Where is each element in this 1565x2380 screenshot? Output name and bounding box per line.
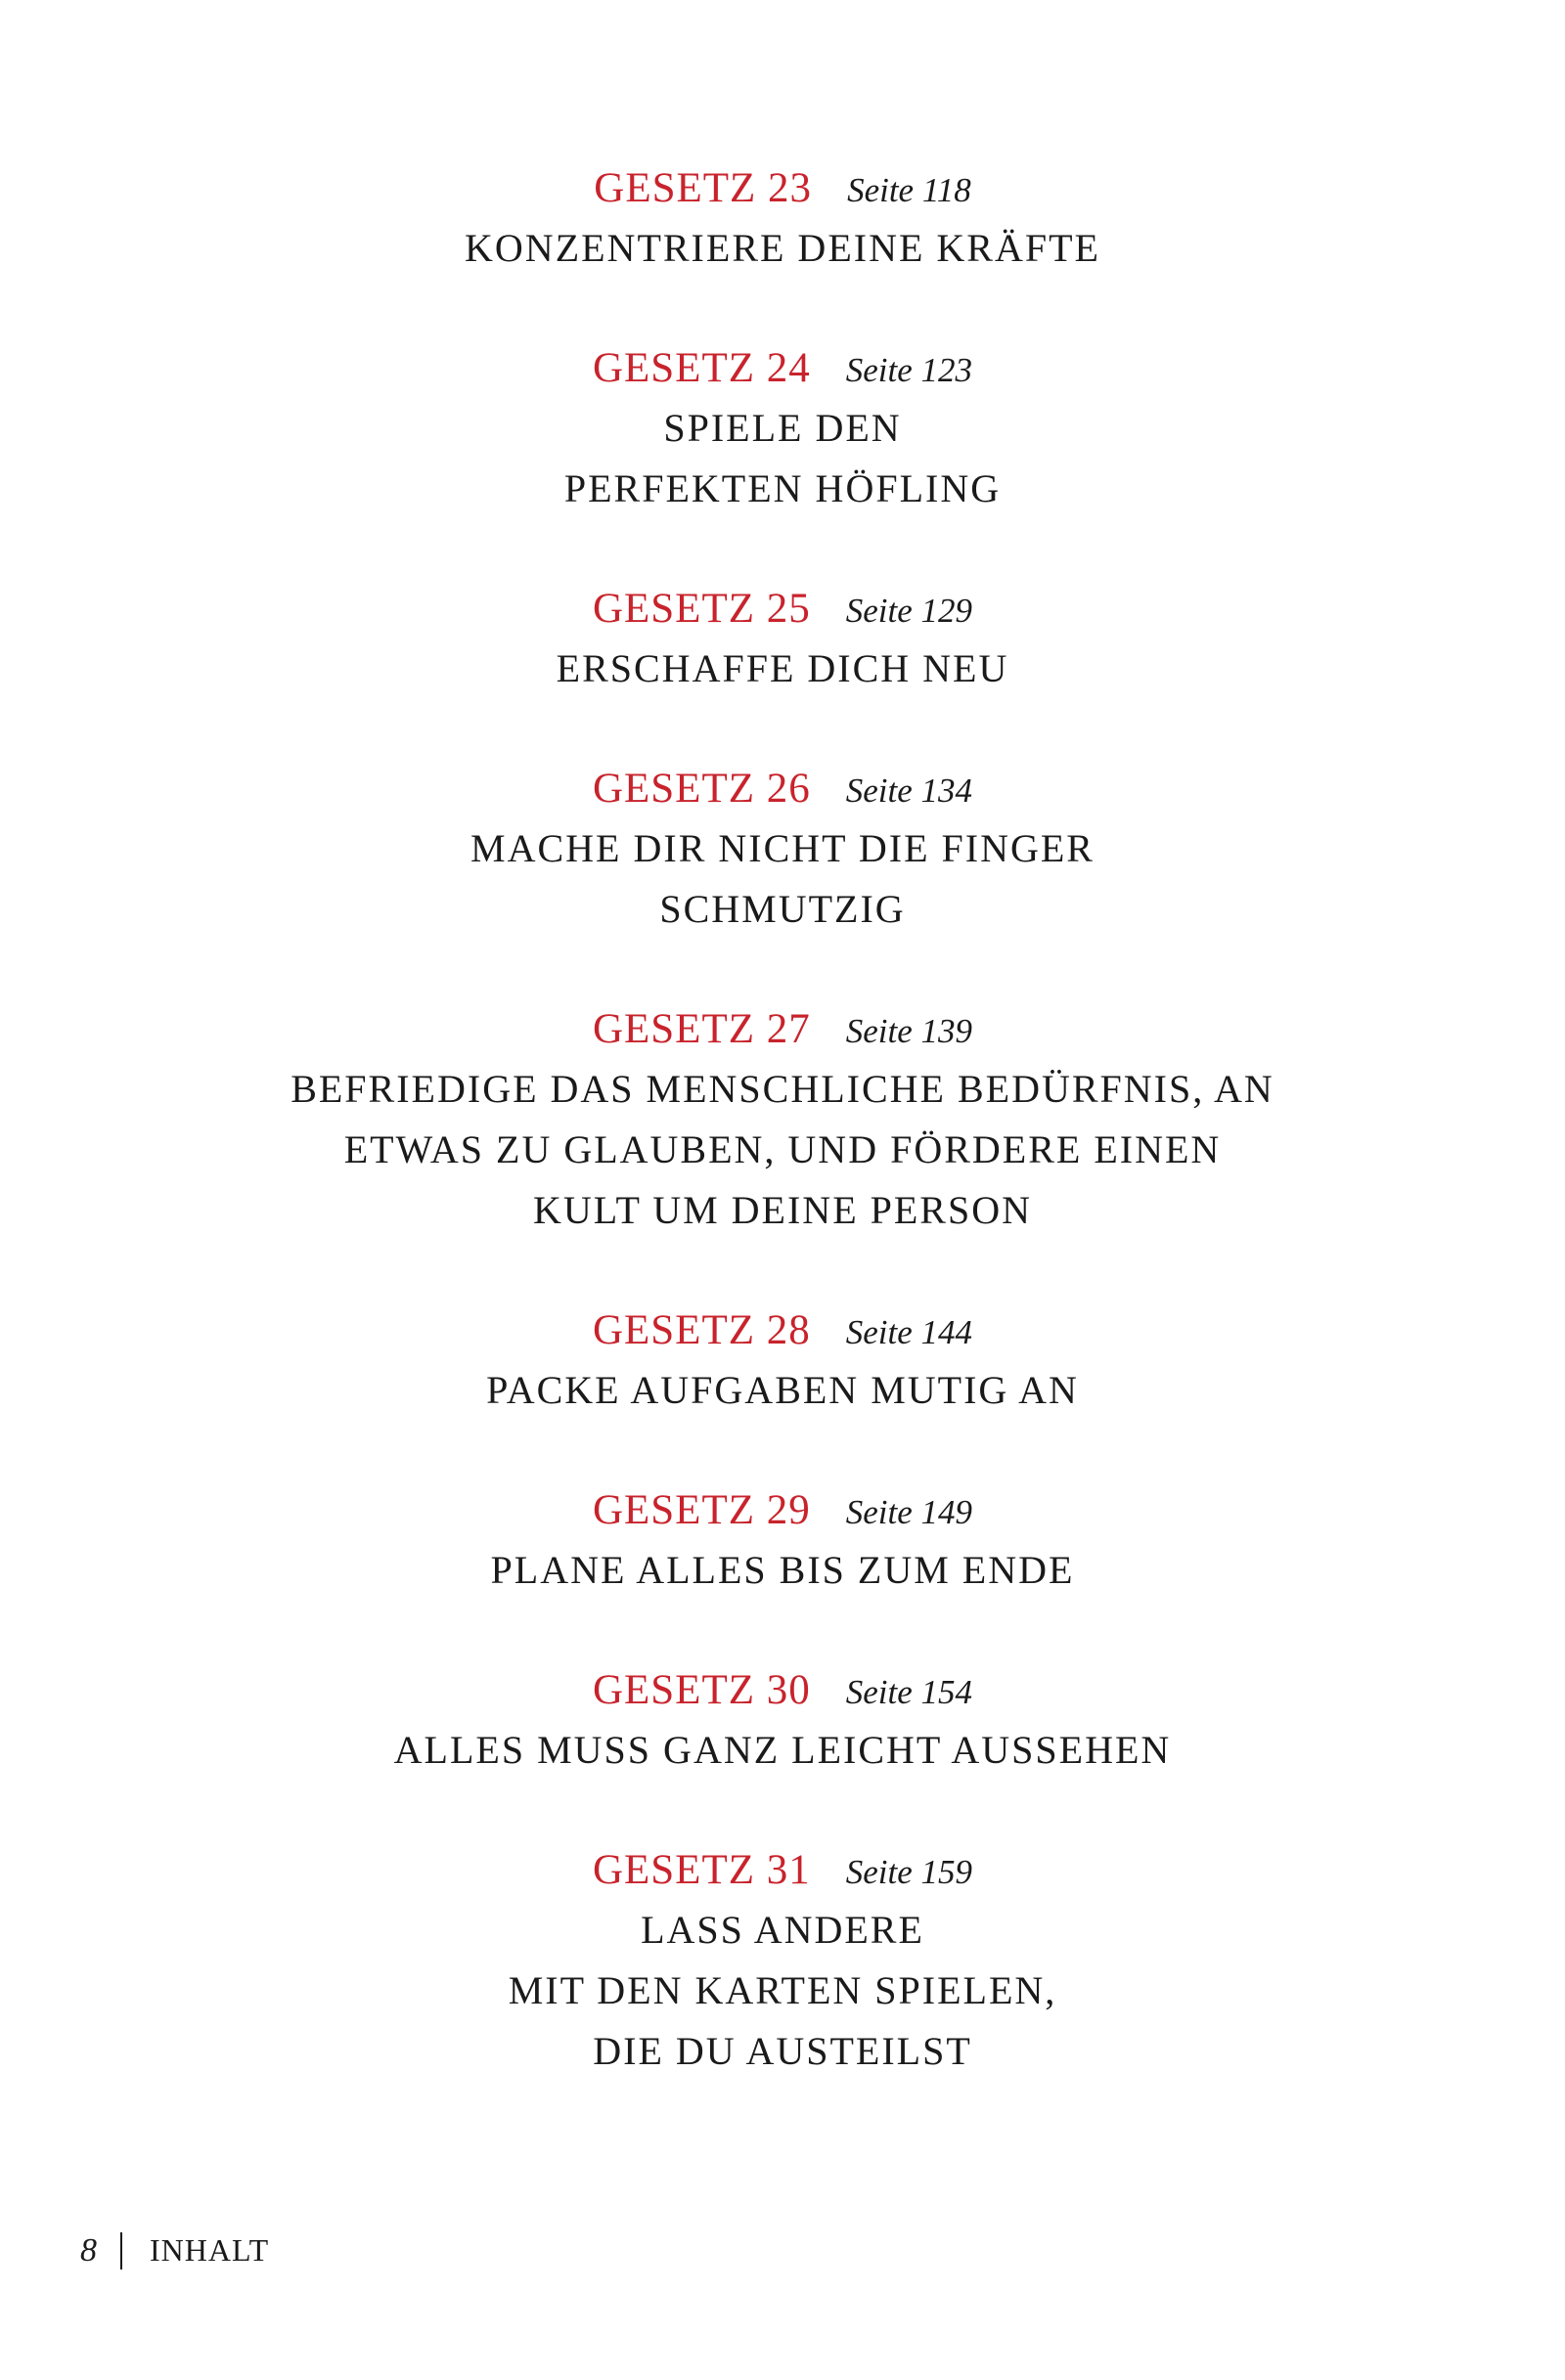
law-number: GESETZ 28 xyxy=(592,1307,811,1353)
page-reference: Seite 129 xyxy=(845,592,973,630)
entry-heading xyxy=(0,1000,1565,1059)
page-reference: Seite 144 xyxy=(845,1313,973,1351)
toc-entry-law-27[interactable] xyxy=(0,1000,1565,1241)
entry-heading xyxy=(0,1481,1565,1540)
page-reference: Seite 149 xyxy=(845,1493,973,1531)
law-title xyxy=(0,1360,1565,1421)
law-title xyxy=(0,639,1565,699)
law-number: GESETZ 30 xyxy=(592,1667,811,1713)
entry-heading xyxy=(0,1841,1565,1900)
entry-heading xyxy=(0,1661,1565,1720)
law-number: GESETZ 27 xyxy=(592,1006,811,1052)
law-title-line: ETWAS ZU GLAUBEN, UND FÖRDERE EINEN xyxy=(343,1127,1222,1171)
toc-entry-law-25[interactable] xyxy=(0,580,1565,699)
law-number: GESETZ 25 xyxy=(592,586,811,632)
entry-heading xyxy=(0,159,1565,218)
law-title xyxy=(0,1059,1565,1241)
toc-entry-law-23[interactable] xyxy=(0,159,1565,279)
toc-entry-law-24[interactable] xyxy=(0,339,1565,519)
page-number: 8 xyxy=(80,2232,97,2269)
law-title-line: MACHE DIR NICHT DIE FINGER xyxy=(470,826,1095,870)
law-title-line: PERFEKTEN HÖFLING xyxy=(563,466,1002,510)
page-reference: Seite 134 xyxy=(845,771,973,810)
law-title-line: PLANE ALLES BIS ZUM ENDE xyxy=(490,1548,1075,1592)
law-title-line: SCHMUTZIG xyxy=(659,887,906,931)
entry-heading xyxy=(0,339,1565,398)
law-title-line: ALLES MUSS GANZ LEICHT AUSSEHEN xyxy=(393,1728,1172,1772)
page-reference: Seite 118 xyxy=(847,171,971,209)
section-label: INHALT xyxy=(150,2232,270,2268)
law-number: GESETZ 29 xyxy=(592,1487,811,1533)
law-number: GESETZ 23 xyxy=(594,165,813,211)
page-reference: Seite 154 xyxy=(845,1673,973,1711)
toc-entry-law-31[interactable] xyxy=(0,1841,1565,2082)
page-reference: Seite 123 xyxy=(845,351,973,389)
page-reference: Seite 159 xyxy=(845,1853,973,1891)
law-title-line: BEFRIEDIGE DAS MENSCHLICHE BEDÜRFNIS, AN xyxy=(291,1067,1274,1111)
law-title-line: PACKE AUFGABEN MUTIG AN xyxy=(486,1368,1079,1412)
toc-entry-law-28[interactable] xyxy=(0,1301,1565,1421)
footer-divider xyxy=(120,2232,122,2270)
page-footer xyxy=(80,2226,269,2274)
toc-entry-law-30[interactable] xyxy=(0,1661,1565,1781)
entry-heading xyxy=(0,580,1565,639)
law-title-line: ERSCHAFFE DICH NEU xyxy=(556,646,1009,690)
law-number: GESETZ 26 xyxy=(592,766,811,812)
entry-heading xyxy=(0,760,1565,818)
law-title-line: KONZENTRIERE DEINE KRÄFTE xyxy=(465,226,1100,270)
toc-entry-law-26[interactable] xyxy=(0,760,1565,940)
law-title-line: LASS ANDERE xyxy=(641,1908,924,1952)
law-title xyxy=(0,1720,1565,1781)
page-reference: Seite 139 xyxy=(845,1012,973,1050)
law-number: GESETZ 24 xyxy=(592,345,811,391)
law-title-line: MIT DEN KARTEN SPIELEN, xyxy=(508,1968,1057,2012)
law-title-line: KULT UM DEINE PERSON xyxy=(532,1188,1033,1232)
law-title-line: DIE DU AUSTEILST xyxy=(593,2029,972,2073)
law-title xyxy=(0,398,1565,519)
law-title xyxy=(0,1540,1565,1601)
toc-entry-law-29[interactable] xyxy=(0,1481,1565,1601)
law-title-line: SPIELE DEN xyxy=(663,406,902,450)
law-number: GESETZ 31 xyxy=(592,1847,811,1893)
law-title xyxy=(0,818,1565,940)
table-of-contents xyxy=(0,159,1565,2142)
law-title xyxy=(0,1900,1565,2082)
law-title xyxy=(0,218,1565,279)
entry-heading xyxy=(0,1301,1565,1360)
